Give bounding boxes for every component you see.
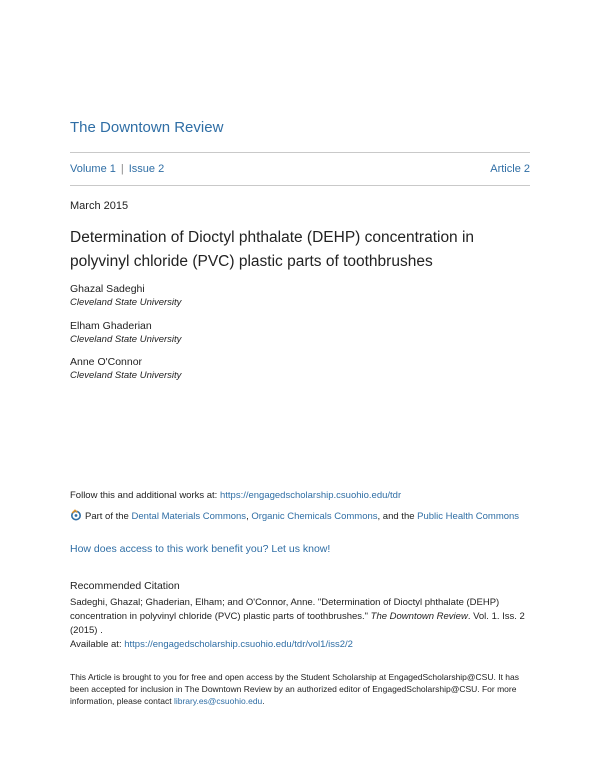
author-affiliation: Cleveland State University <box>70 370 182 381</box>
part-of-sep: , <box>246 511 252 522</box>
journal-title-link[interactable]: The Downtown Review <box>70 119 224 136</box>
citation-journal: The Downtown Review <box>370 611 468 622</box>
dental-materials-commons-link[interactable]: Dental Materials Commons <box>131 511 247 522</box>
follow-text: Follow this and additional works at: <box>70 490 220 501</box>
author-affiliation: Cleveland State University <box>70 334 182 345</box>
contact-email-link[interactable]: library.es@csuohio.edu <box>173 696 263 706</box>
article-title: Determination of Dioctyl phthalate (DEHP) concentration in polyvinyl chloride (PVC) plastic parts of toothbrushes <box>70 229 475 270</box>
available-at-label: Available at: <box>70 639 125 650</box>
volume-link[interactable]: Volume 1 <box>70 163 116 175</box>
feedback-link[interactable]: How does access to this work benefit you? Let us know! <box>70 543 331 555</box>
author-affiliation: Cleveland State University <box>70 297 182 308</box>
part-of-sep: , and the <box>377 511 418 522</box>
collection-link[interactable]: https://engagedscholarship.csuohio.edu/tdr <box>219 490 402 501</box>
citation-part: Sadeghi, Ghazal; Ghaderian, Elham; and O'Connor, Anne. "Determination of Dioctyl phthalate (DEHP) concentration in polyvinyl chloride (PVC) plastic parts of toothbrushes." <box>70 597 500 622</box>
author-name: Anne O'Connor <box>70 356 143 368</box>
recommended-citation-heading: Recommended Citation <box>70 580 180 592</box>
citation-text <box>70 596 530 652</box>
volume-issue-row <box>70 163 530 175</box>
footer-end: . <box>262 696 265 706</box>
part-of-line <box>70 509 530 525</box>
separator: | <box>120 163 124 175</box>
author-name: Elham Ghaderian <box>70 320 152 332</box>
issue-link[interactable]: Issue 2 <box>128 163 165 175</box>
article-url-link[interactable]: https://engagedscholarship.csuohio.edu/tdr/vol1/iss2/2 <box>124 639 353 650</box>
open-access-icon <box>70 509 82 521</box>
article-link[interactable]: Article 2 <box>490 163 530 175</box>
footer-notice <box>70 671 530 707</box>
divider-bottom <box>70 185 530 186</box>
follow-line <box>70 490 401 501</box>
divider-top <box>70 152 530 153</box>
organic-chemicals-commons-link[interactable]: Organic Chemicals Commons <box>251 511 378 522</box>
part-of-prefix: Part of the <box>85 511 132 522</box>
publication-date: March 2015 <box>70 200 129 212</box>
footer-text: This Article is brought to you for free and open access by the Student Scholarship at EngagedScholarship@CSU. It has been accepted for inclusion in The Downtown Review by an authorized editor of EngagedScholarship@CSU. For more information, please contact <box>70 672 519 706</box>
author-name: Ghazal Sadeghi <box>70 283 145 295</box>
citation-part: . Vol. 1. Iss. 2 (2015) . <box>70 611 525 636</box>
public-health-commons-link[interactable]: Public Health Commons <box>417 511 520 522</box>
